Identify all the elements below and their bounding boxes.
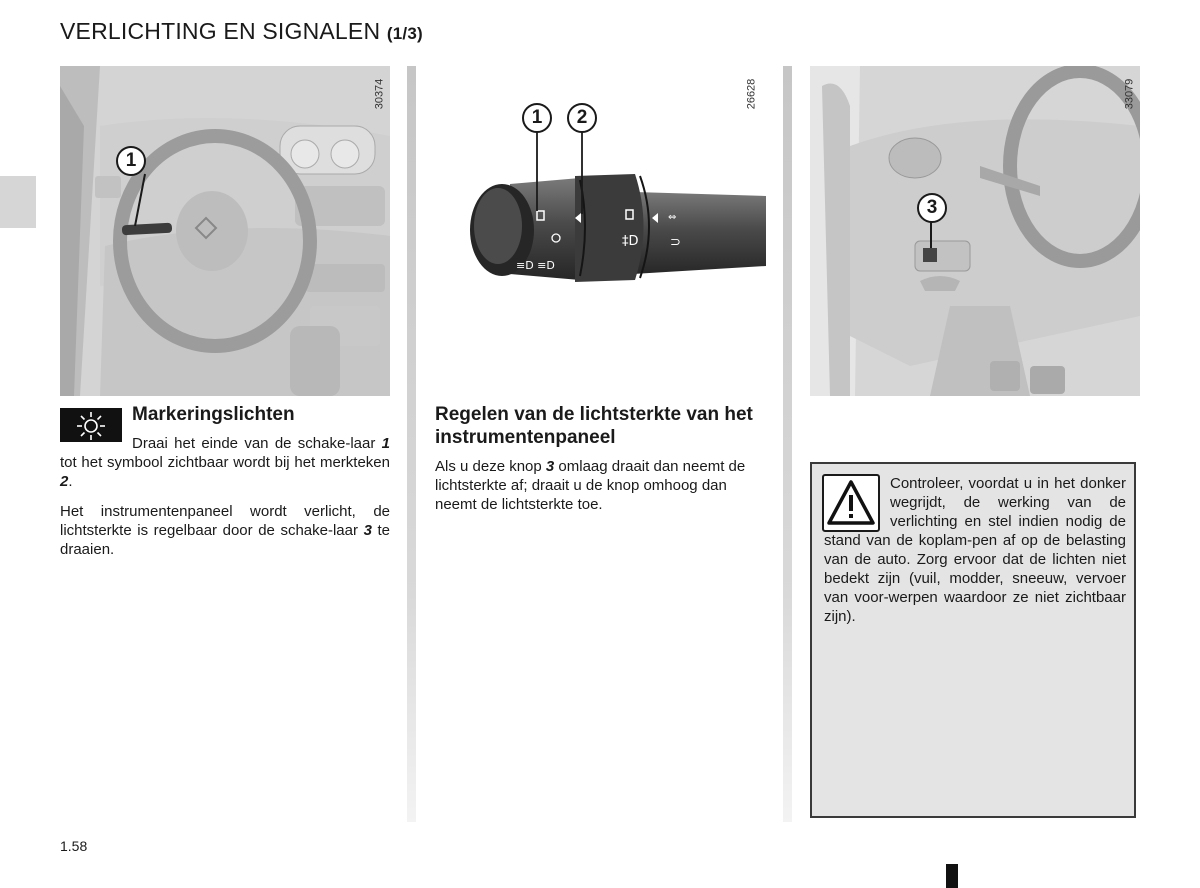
page-title	[60, 18, 423, 45]
figure-lower-dashboard-photo	[810, 66, 1140, 396]
page-number: 1.58	[60, 838, 88, 854]
figure-3-code: 33079	[1123, 78, 1136, 110]
figure-2-callout-1: 1	[522, 103, 552, 133]
figure-2-callout-2: 2	[567, 103, 597, 133]
warning-icon-spacer	[824, 474, 890, 530]
svg-text:‡D: ‡D	[622, 234, 639, 249]
figure-1-code: 30374	[373, 78, 386, 110]
warning-text: Controleer, voordat u in het donker wegrijdt, de werking van de verlichting en stel indien nodig de stand van de koplam-pen af op de belasting van de auto. Zorg ervoor dat de lichten niet bedekt zijn (vuil, modder, sneeuw, vervoer van voor-werpen waardoor ze niet zichtbaar zijn).	[824, 475, 1126, 625]
figure-3-callout: 3	[917, 193, 947, 223]
figure-dashboard-photo	[60, 66, 390, 396]
figure-1-callout: 1	[116, 146, 146, 176]
svg-text:⊃: ⊃	[670, 235, 681, 250]
markering-paragraph-2: Het instrumentenpaneel wordt verlicht, de lichtsterkte is regelbaar door de schake-laar 3 te draaien.	[60, 503, 390, 558]
stalk-illustration	[430, 66, 766, 396]
column-divider-left	[407, 66, 416, 822]
markering-body	[60, 434, 390, 559]
lower-dashboard-illustration	[810, 66, 1140, 396]
markering-heading	[132, 403, 295, 426]
regelen-heading: Regelen van de lichtsterkte van het instrumentenpaneel	[435, 404, 753, 448]
column-divider-right	[783, 66, 792, 822]
markering-paragraph-1: Draai het einde van de schake-laar 1 tot het symbool zichtbaar wordt bij het merkteken 2.	[60, 435, 390, 490]
dashboard-illustration	[60, 66, 390, 396]
regelen-section	[435, 403, 765, 514]
warning-text-block	[824, 474, 1126, 626]
regelen-paragraph: Als u deze knop 3 omlaag draait dan neemt de lichtsterkte af; draait u de knop omhoog dan neemt de lichtsterkte toe.	[435, 458, 746, 513]
warning-box	[810, 462, 1136, 818]
markering-heading-text: Markeringslichten	[132, 404, 295, 425]
figure-2-code: 26628	[745, 78, 758, 110]
title-page-fraction: (1/3)	[386, 24, 423, 43]
chapter-tab	[0, 176, 36, 228]
title-text: VERLICHTING EN SIGNALEN	[60, 18, 381, 44]
svg-text:⇔: ⇔	[668, 212, 677, 223]
figure-stalk-switch	[430, 66, 766, 396]
page-edge-marker	[946, 864, 958, 888]
svg-text:≡D ≡D: ≡D ≡D	[516, 259, 555, 272]
